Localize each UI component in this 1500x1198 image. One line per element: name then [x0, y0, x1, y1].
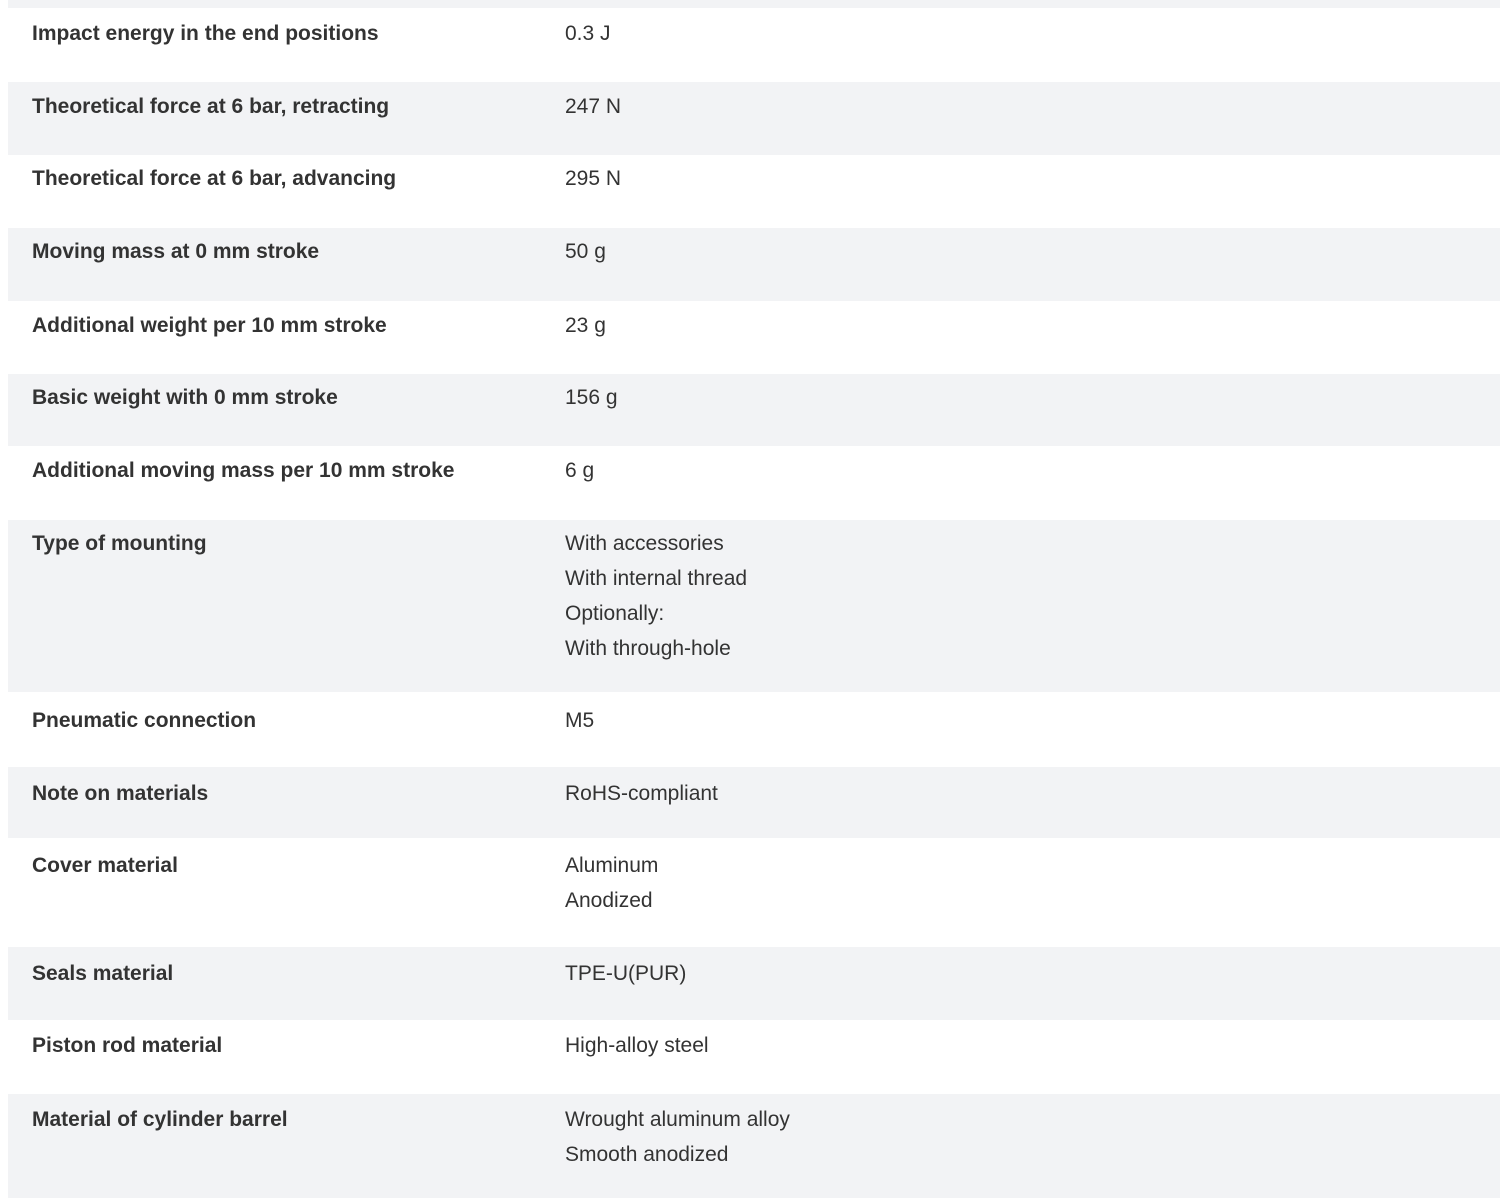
spec-row [8, 301, 1500, 374]
spec-value [565, 89, 621, 124]
spec-value [565, 848, 658, 918]
spec-value-line: 0.3 J [565, 22, 611, 45]
spec-value-line: Wrought aluminum alloy [565, 1108, 790, 1131]
spec-value-line: 295 N [565, 167, 622, 190]
spec-value-line: 156 g [565, 386, 618, 409]
spec-label: Moving mass at 0 mm stroke [32, 240, 320, 263]
spec-value [565, 1102, 790, 1172]
spec-label: Basic weight with 0 mm stroke [32, 386, 338, 409]
spec-row [8, 1020, 1500, 1094]
spec-value-line: 6 g [565, 459, 595, 482]
spec-value [565, 161, 621, 196]
spec-value-line: Optionally: [565, 602, 665, 625]
spec-value-line: Aluminum [565, 854, 659, 877]
spec-value-line: With internal thread [565, 567, 748, 590]
spec-value-line: High-alloy steel [565, 1034, 709, 1057]
spec-label: Theoretical force at 6 bar, retracting [32, 95, 390, 118]
spec-value-line: RoHS-compliant [565, 782, 718, 805]
spec-value [565, 526, 747, 666]
spec-value [565, 1028, 709, 1063]
spec-value-line: With through-hole [565, 637, 731, 660]
spec-row [8, 82, 1500, 155]
spec-value [565, 234, 606, 269]
spec-row [8, 767, 1500, 838]
spec-row [8, 446, 1500, 520]
spec-value-line: 23 g [565, 314, 606, 337]
spec-value-line: M5 [565, 709, 595, 732]
spec-label: Theoretical force at 6 bar, advancing [32, 167, 397, 190]
spec-row [8, 8, 1500, 82]
spec-value [565, 956, 686, 991]
spec-label: Seals material [32, 962, 174, 985]
spec-value [565, 16, 611, 51]
spec-label: Impact energy in the end positions [32, 22, 379, 45]
spec-label: Additional moving mass per 10 mm stroke [32, 459, 455, 482]
spec-value [565, 703, 594, 738]
spec-row [8, 838, 1500, 947]
spec-row [8, 947, 1500, 1020]
spec-value [565, 776, 718, 811]
spec-value-line: 50 g [565, 240, 606, 263]
spec-value-line: 247 N [565, 95, 622, 118]
spec-row [8, 155, 1500, 228]
spec-row [8, 692, 1500, 767]
spec-value-line: Smooth anodized [565, 1143, 729, 1166]
spec-label: Type of mounting [32, 532, 207, 555]
spec-label: Note on materials [32, 782, 209, 805]
spec-label: Cover material [32, 854, 178, 877]
spec-value-line: TPE-U(PUR) [565, 962, 687, 985]
spec-label: Material of cylinder barrel [32, 1108, 288, 1131]
spec-row [8, 374, 1500, 446]
spec-table [8, 8, 1500, 1198]
spec-label: Additional weight per 10 mm stroke [32, 314, 387, 337]
spec-value [565, 380, 618, 415]
spec-value [565, 453, 594, 488]
spec-row [8, 228, 1500, 301]
top-strip [8, 0, 1500, 8]
spec-value-line: With accessories [565, 532, 724, 555]
spec-label: Piston rod material [32, 1034, 223, 1057]
spec-value [565, 308, 606, 343]
spec-row [8, 520, 1500, 692]
spec-label: Pneumatic connection [32, 709, 257, 732]
spec-value-line: Anodized [565, 889, 653, 912]
spec-row [8, 1094, 1500, 1198]
